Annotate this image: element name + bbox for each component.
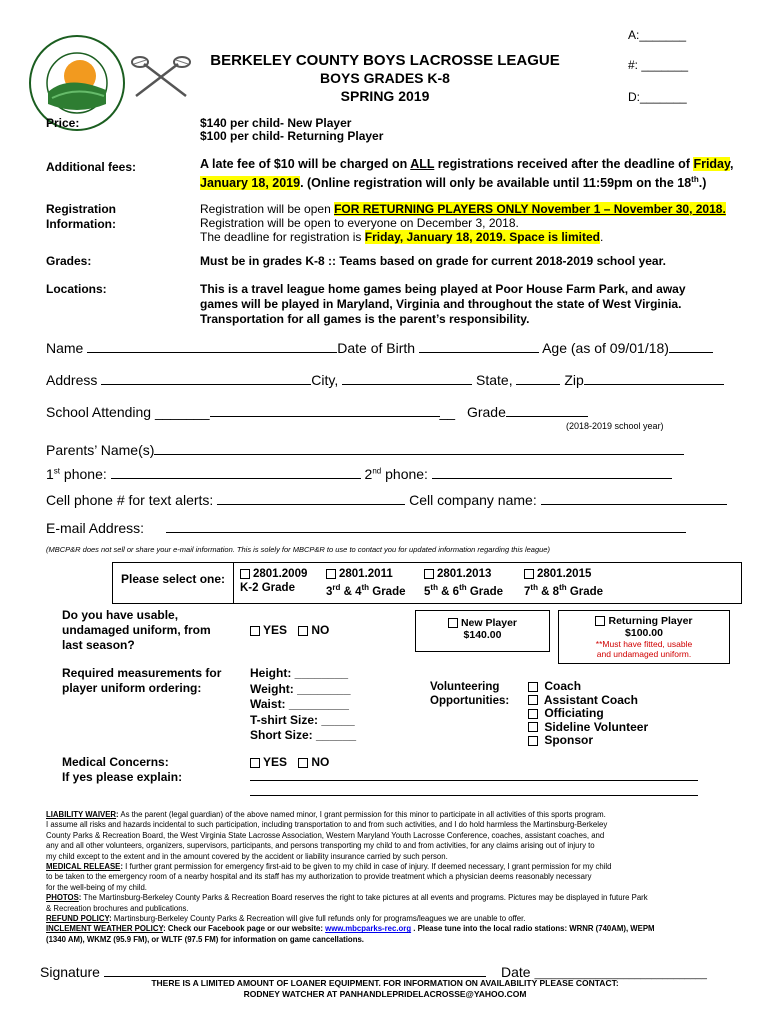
cell-phone-input[interactable]: [217, 504, 405, 505]
medical-label: Medical Concerns: If yes please explain:: [62, 755, 183, 784]
price-returning-player: $100 per child- Returning Player: [200, 129, 384, 143]
name-row: Name Date of Birth Age (as of 09/01/18): [46, 340, 736, 356]
checkbox-icon[interactable]: [448, 618, 458, 628]
checkbox-icon[interactable]: [240, 569, 250, 579]
parents-input[interactable]: [154, 454, 684, 455]
uniform-yes-no: YES NO: [250, 623, 329, 637]
checkbox-icon[interactable]: [528, 695, 538, 705]
checkbox-icon[interactable]: [528, 722, 538, 732]
select-one-label-box: [112, 562, 234, 604]
phone-row: 1st phone: 2nd phone:: [46, 466, 736, 482]
volunteer-assistant-coach[interactable]: Assistant Coach: [528, 694, 648, 708]
measurements-label: Required measurements for player uniform ordering:: [62, 666, 222, 695]
volunteer-coach[interactable]: Coach: [528, 680, 648, 694]
school-input[interactable]: [210, 416, 440, 417]
volunteer-sideline[interactable]: Sideline Volunteer: [528, 721, 648, 735]
select-one-label: Please select one:: [121, 572, 226, 586]
footer-contact: THERE IS A LIMITED AMOUNT OF LOANER EQUIPMENT. FOR INFORMATION ON AVAILABILITY PLEASE CONTACT: RODNEY WATCHER AT PANHANDLEPRIDELACROSSE@YAHOO.COM: [151, 978, 619, 999]
checkbox-icon[interactable]: [298, 758, 308, 768]
dob-input[interactable]: [419, 352, 539, 353]
parents-row: Parents’ Name(s): [46, 442, 736, 458]
age-input[interactable]: [669, 352, 713, 353]
page-subtitle-grades: BOYS GRADES K-8: [320, 70, 450, 86]
checkbox-icon[interactable]: [326, 569, 336, 579]
registration-label: Registration Information:: [46, 202, 117, 231]
phone1-input[interactable]: [111, 478, 361, 479]
school-row: School Attending _______ __ Grade: [46, 404, 736, 420]
zip-input[interactable]: [584, 384, 724, 385]
checkbox-icon[interactable]: [250, 626, 260, 636]
fees-label: Additional fees:: [46, 160, 137, 174]
lacrosse-sticks-icon: [130, 56, 192, 100]
volunteer-sponsor[interactable]: Sponsor: [528, 734, 648, 748]
uniform-question: Do you have usable, undamaged uniform, from last season?: [62, 608, 211, 652]
address-row: Address City, State, Zip: [46, 372, 736, 388]
phone2-input[interactable]: [432, 478, 672, 479]
checkbox-icon[interactable]: [424, 569, 434, 579]
admin-a-field: A:_______: [628, 28, 687, 42]
checkbox-icon[interactable]: [528, 736, 538, 746]
state-input[interactable]: [516, 384, 560, 385]
admin-d-field: D:_______: [628, 90, 687, 104]
volunteer-list: [528, 680, 648, 748]
checkbox-icon[interactable]: [250, 758, 260, 768]
option-k2[interactable]: 2801.2009 K-2 Grade: [240, 568, 308, 594]
medical-explain-line-1[interactable]: [250, 780, 698, 781]
returning-note: **Must have fitted, usable and undamaged uniform.: [595, 639, 693, 659]
grade-input[interactable]: [506, 416, 588, 417]
measurements-fields[interactable]: Height: ________ Weight: ________ Waist: _________ T-shirt Size: _____ Short Size: ______: [250, 666, 357, 742]
page-title: BERKELEY COUNTY BOYS LACROSSE LEAGUE: [210, 52, 560, 69]
medical-yes-no: YES NO: [250, 755, 329, 769]
email-input[interactable]: [166, 532, 686, 533]
registration-info: Registration will be open FOR RETURNING PLAYERS ONLY November 1 – November 30, 2018. Registration will be open to everyone on December 3, 2018. The deadline for registration is Friday, January 18, 2019. Space is limited.: [200, 202, 726, 244]
grades-label: Grades:: [46, 254, 92, 268]
cell-row: Cell phone # for text alerts: Cell company name:: [46, 492, 746, 508]
checkbox-icon[interactable]: [528, 682, 538, 692]
medical-explain-line-2[interactable]: [250, 795, 698, 796]
signature-input[interactable]: [104, 976, 486, 977]
email-disclaimer: (MBCP&R does not sell or share your e-mail information. This is solely for MBCP&R to use to contact you for updated information regarding this league): [46, 545, 550, 554]
cell-company-input[interactable]: [541, 504, 727, 505]
returning-player-box[interactable]: Returning Player $100.00 **Must have fitted, usable and undamaged uniform.: [558, 610, 730, 664]
price-label: Price:: [46, 116, 80, 130]
price-new-player: $140 per child- New Player: [200, 116, 352, 130]
admin-number-field: #: _______: [628, 58, 689, 72]
city-input[interactable]: [342, 384, 472, 385]
volunteer-label: Volunteering Opportunities:: [430, 681, 510, 707]
page-subtitle-season: SPRING 2019: [340, 88, 430, 104]
checkbox-icon[interactable]: [524, 569, 534, 579]
signature-row: Signature: [40, 964, 486, 980]
locations-label: Locations:: [46, 282, 107, 296]
logo-text: [0, 0, 1, 1]
website-link[interactable]: www.mbcparks-rec.org: [325, 924, 412, 934]
option-7-8[interactable]: 2801.2015 7th & 8th Grade: [524, 568, 604, 598]
email-row: E-mail Address:: [46, 520, 736, 536]
date-input[interactable]: _______________________________: [534, 969, 707, 980]
date-row: Date _______________________________: [501, 964, 707, 980]
option-5-6[interactable]: 2801.2013 5th & 6th Grade: [424, 568, 504, 598]
locations-text: This is a travel league home games being played at Poor House Farm Park, and away games will be played in Maryland, Virginia and throughout the state of West Virginia. Transportation for all games is the parent’s responsibility.: [200, 282, 686, 326]
late-fee-text: A late fee of $10 will be charged on ALL registrations received after the deadline of Friday, January 18, 2019. (Online registration will only be available until 11:59pm on the 18th.): [200, 157, 734, 191]
address-input[interactable]: [101, 384, 311, 385]
checkbox-icon[interactable]: [528, 709, 538, 719]
grades-text: Must be in grades K-8 :: Teams based on grade for current 2018-2019 school year.: [200, 254, 666, 268]
waiver-text: LIABILITY WAIVER: As the parent (legal guardian) of the above named minor, I grant permission for this minor to participate in all activities of this sports program. I assume all risks and hazards incidental to such participation, including transportation to and from such activities, and I do hold harmless the Martinsburg-Berkeley County Parks & Recreation Board, the West Virginia State Lacrosse Association, Western Maryland Youth Lacrosse Conference, coaches, assistant coaches, and any and all other volunteers, organizers, supervisors, participants, and persons transporting my child to and from activities, for any claims arising out of injury to my child except to the extent and in the amount covered by the accident or liability insurance carried by such person. MEDICAL RELEASE: I further grant permission for emergency first-aid to be given to my child in case of injury. If deemed necessary, I grant permission for my child to be taken to the emergency room of a nearby hospital and its staff has my authorization to provide treatment which a physician deems reasonably necessary for the well-being of my child. PHOTOS: The Martinsburg-Berkeley County Parks & Recreation Board reserves the right to take pictures at all events and programs. Pictures may be displayed in future Park & Recreation brochures and publications. REFUND POLICY: Martinsburg-Berkeley County Parks & Recreation will give full refunds only for programs/leagues we are unable to offer. INCLEMENT WEATHER POLICY: Check our Facebook page or our website: www.mbcparks-rec.org . Please tune into the local radio stations: WRNR (740AM), WEPM (1340 AM), WKMZ (95.9 FM), or WLTF (97.5 FM) for information on game cancellations.: [46, 810, 655, 944]
new-player-box[interactable]: New Player $140.00: [415, 610, 550, 652]
checkbox-icon[interactable]: [298, 626, 308, 636]
grade-note: (2018-2019 school year): [566, 421, 664, 431]
name-input[interactable]: [87, 352, 337, 353]
checkbox-icon[interactable]: [595, 616, 605, 626]
option-3-4[interactable]: 2801.2011 3rd & 4th Grade: [326, 568, 406, 598]
volunteer-officiating[interactable]: Officiating: [528, 707, 648, 721]
